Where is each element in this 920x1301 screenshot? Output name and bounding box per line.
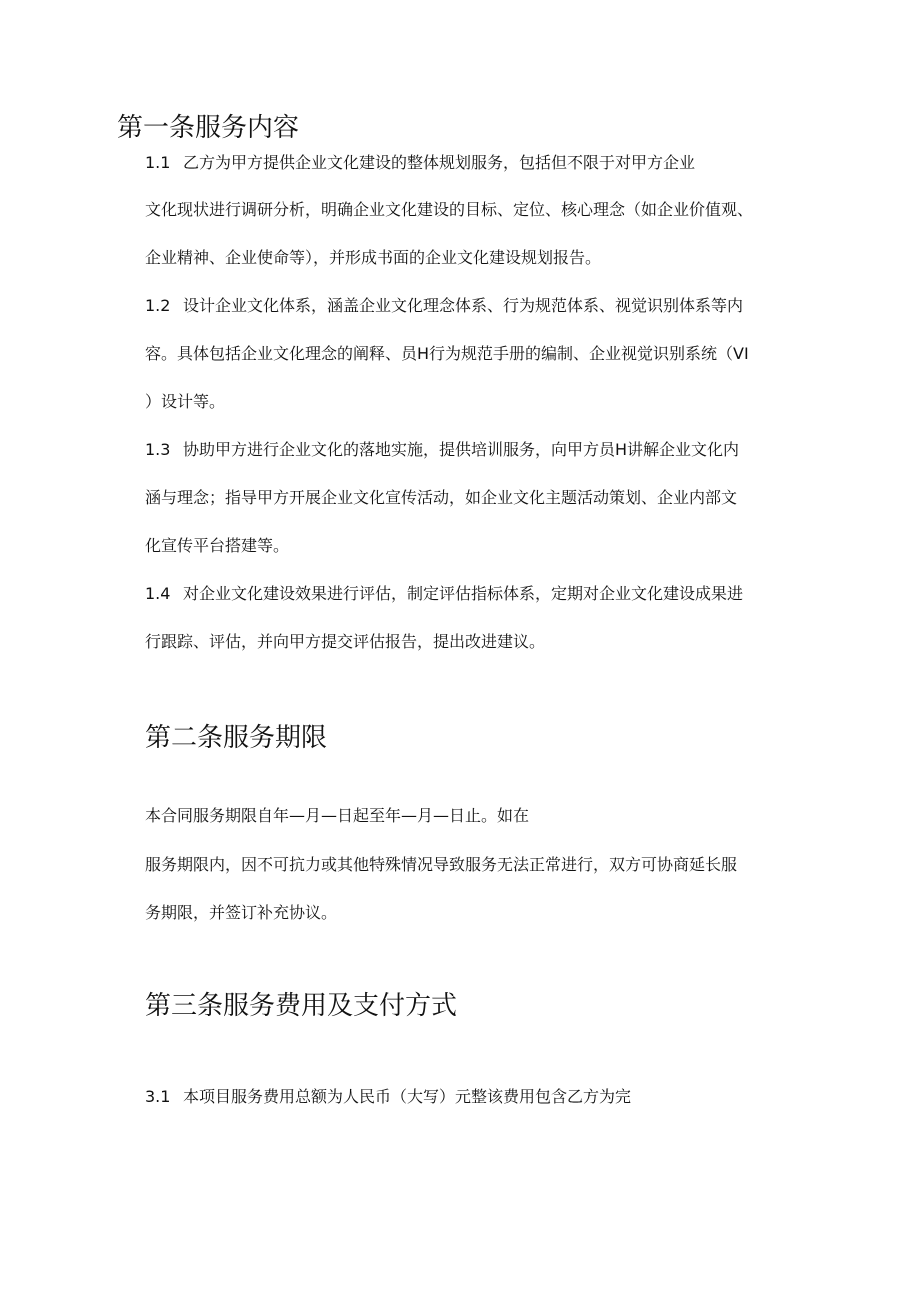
term-line-3: 务期限，并签订补充协议。	[145, 903, 338, 922]
clause-1-1-line-1	[145, 152, 695, 174]
clause-1-4-line-1	[145, 583, 743, 605]
clause-text: 协助甲方进行企业文化的落地实施，提供培训服务，向甲方员H讲解企业文化内	[183, 440, 740, 459]
clause-text: 乙方为甲方提供企业文化建设的整体规划服务，包括但不限于对甲方企业	[183, 153, 696, 172]
term-line-2: 服务期限内，因不可抗力或其他特殊情况导致服务无法正常进行，双方可协商延长服	[145, 855, 738, 874]
clause-1-1-line-2: 文化现状进行调研分析，明确企业文化建设的目标、定位、核心理念（如企业价值观、	[145, 200, 754, 219]
clause-1-3-line-3: 化宣传平台搭建等。	[145, 536, 290, 555]
clause-1-3-line-1	[145, 439, 739, 461]
term-line-1: 本合同服务期限自年—月—日起至年—月—日止。如在	[145, 806, 530, 825]
clause-number: 1.2	[145, 296, 171, 315]
section-1-heading: 第一条服务内容	[117, 113, 300, 143]
clause-1-3-line-2: 涵与理念；指导甲方开展企业文化宣传活动，如企业文化主题活动策划、企业内部文	[145, 488, 738, 507]
section-3-heading: 第三条服务费用及支付方式	[145, 991, 458, 1021]
clause-1-1-line-3: 企业精神、企业使命等），并形成书面的企业文化建设规划报告。	[145, 248, 602, 267]
clause-3-1-line-1	[145, 1086, 631, 1108]
clause-number: 1.1	[145, 153, 171, 172]
clause-1-2-line-2: 容。具体包括企业文化理念的阐释、员H行为规范手册的编制、企业视觉识别系统（VI	[145, 344, 749, 363]
clause-1-2-line-3: ）设计等。	[145, 392, 226, 411]
clause-number: 1.4	[145, 584, 171, 603]
clause-1-2-line-1	[145, 295, 743, 317]
clause-1-4-line-2: 行跟踪、评估，并向甲方提交评估报告，提出改进建议。	[145, 632, 546, 651]
clause-text: 对企业文化建设效果进行评估，制定评估指标体系，定期对企业文化建设成果进	[183, 584, 744, 603]
clause-number: 1.3	[145, 440, 171, 459]
clause-text: 本项目服务费用总额为人民币（大写）元整该费用包含乙方为完	[183, 1087, 632, 1106]
clause-number: 3.1	[145, 1087, 171, 1106]
clause-text: 设计企业文化体系，涵盖企业文化理念体系、行为规范体系、视觉识别体系等内	[183, 296, 744, 315]
section-2-heading: 第二条服务期限	[145, 723, 328, 753]
